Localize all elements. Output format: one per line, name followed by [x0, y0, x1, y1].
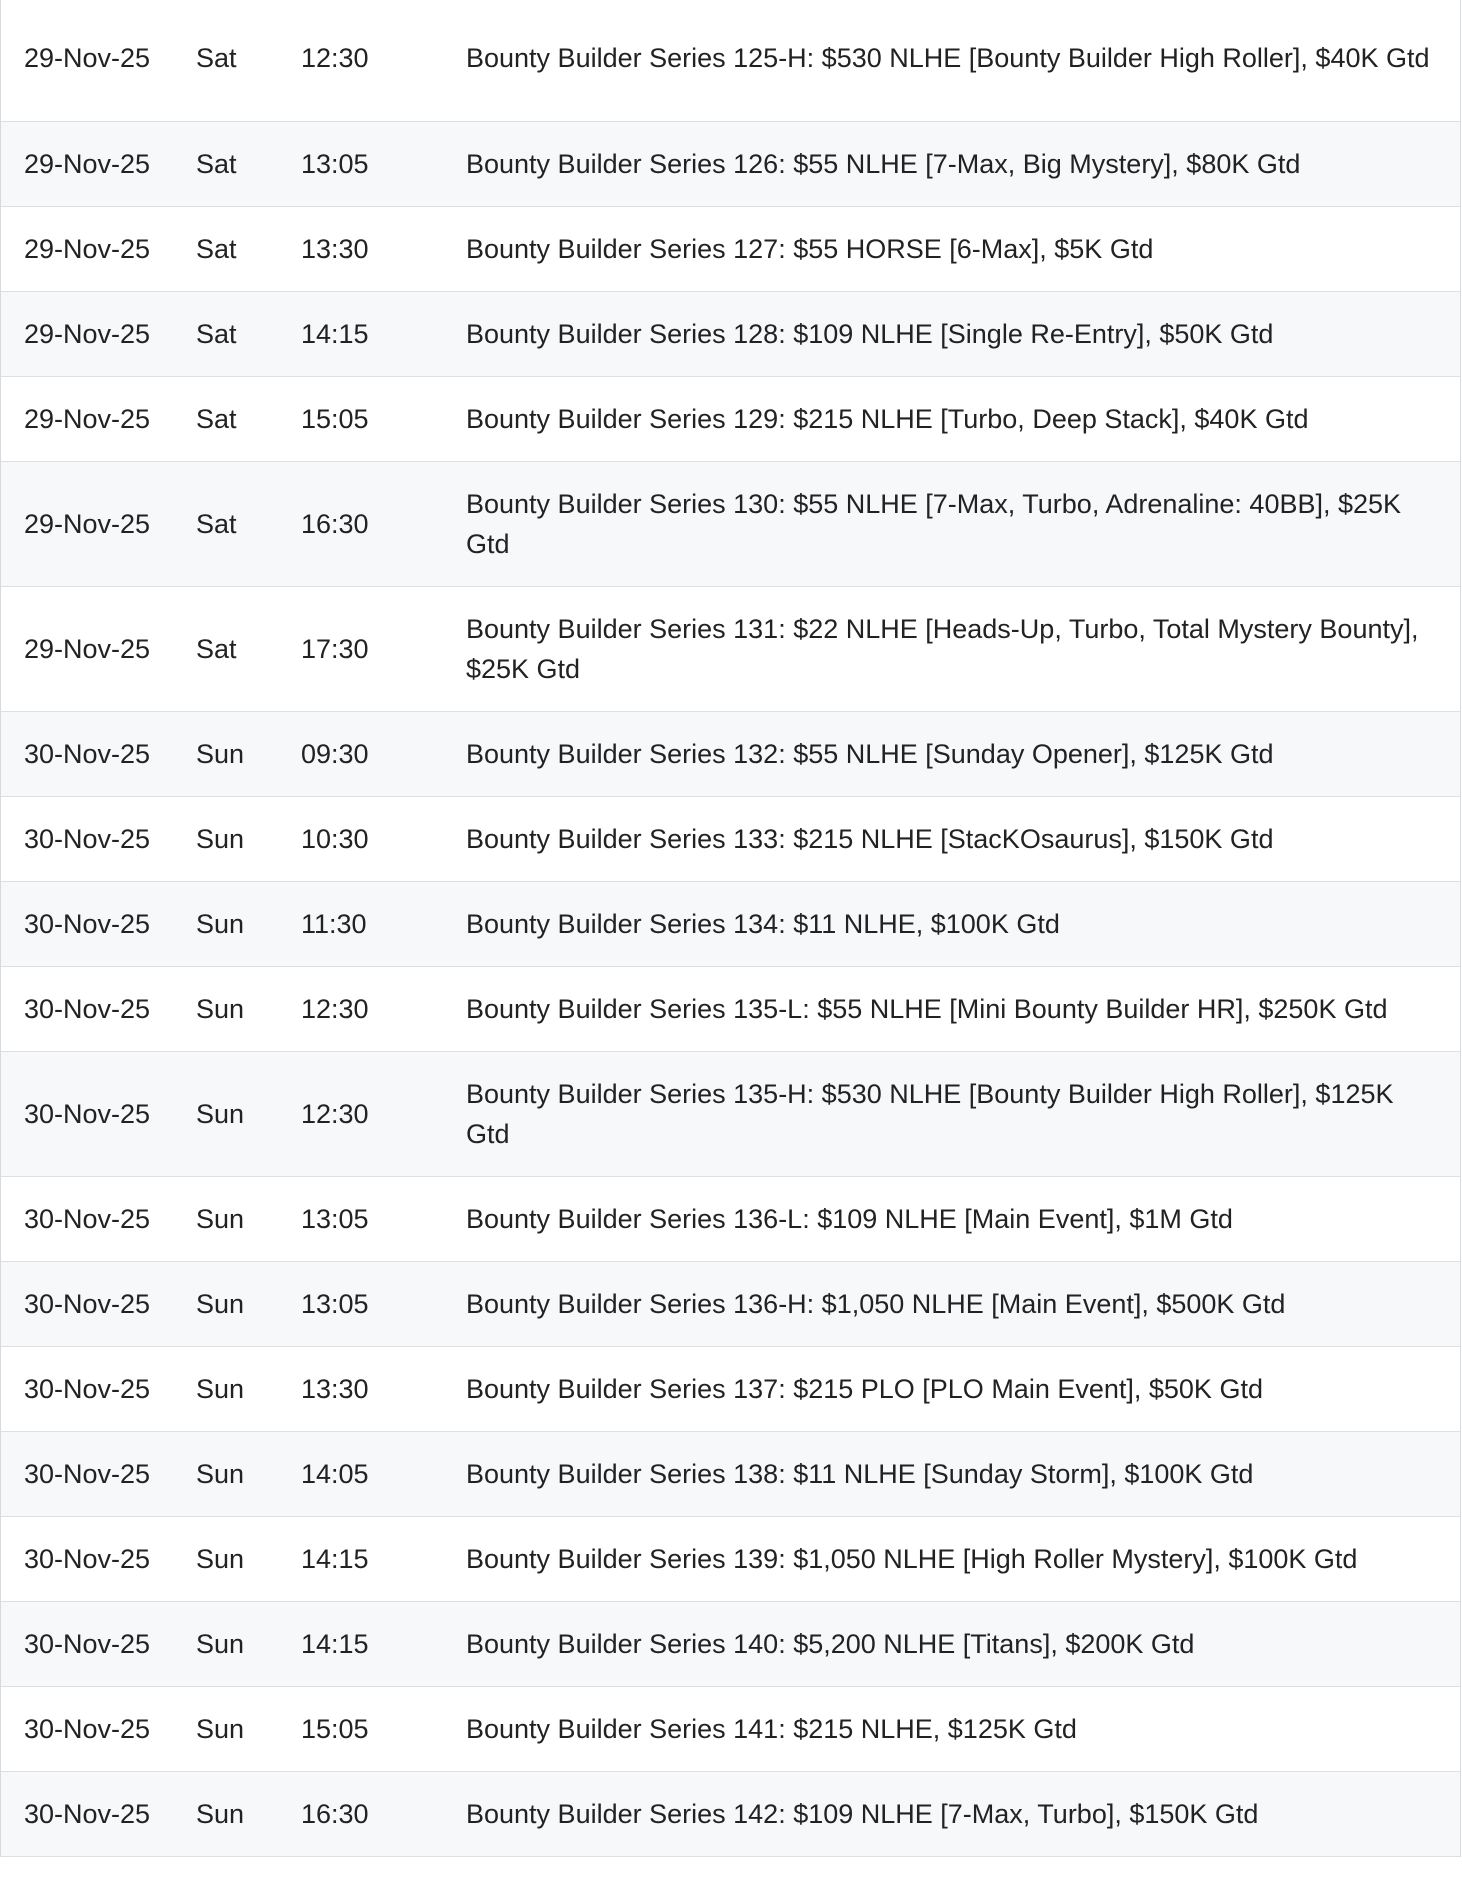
table-row: [1, 1601, 1460, 1686]
time-cell: 10:30: [301, 823, 369, 854]
date-cell: 30-Nov-25: [24, 1543, 151, 1574]
event-cell: Bounty Builder Series 125-H: $530 NLHE [Bounty Builder High Roller], $40K Gtd: [466, 43, 1430, 74]
date-cell: 30-Nov-25: [24, 1628, 151, 1659]
day-cell: Sat: [196, 508, 237, 539]
table-row: [1, 1051, 1460, 1176]
time-cell: 13:05: [301, 1288, 369, 1319]
table-row: [1, 586, 1460, 711]
table-row: [1, 1686, 1460, 1771]
event-cell: Bounty Builder Series 132: $55 NLHE [Sunday Opener], $125K Gtd: [466, 738, 1274, 769]
table-row: [1, 291, 1460, 376]
day-cell: Sat: [196, 43, 237, 74]
time-cell: 15:05: [301, 1713, 369, 1744]
time-cell: 14:15: [301, 1543, 369, 1574]
event-cell: Bounty Builder Series 128: $109 NLHE [Single Re-Entry], $50K Gtd: [466, 318, 1274, 349]
day-cell: Sun: [196, 1713, 245, 1744]
event-cell: Bounty Builder Series 131: $22 NLHE [Heads-Up, Turbo, Total Mystery Bounty], $25K Gtd: [466, 613, 1419, 684]
date-cell: 29-Nov-25: [24, 318, 151, 349]
time-cell: 15:05: [301, 403, 369, 434]
day-cell: Sun: [196, 823, 245, 854]
day-cell: Sun: [196, 1798, 245, 1829]
date-cell: 30-Nov-25: [24, 1713, 151, 1744]
date-cell: 29-Nov-25: [24, 508, 151, 539]
table-row: [1, 1431, 1460, 1516]
time-cell: 12:30: [301, 993, 369, 1024]
date-cell: 30-Nov-25: [24, 1203, 151, 1234]
day-cell: Sun: [196, 1203, 245, 1234]
date-cell: 29-Nov-25: [24, 43, 151, 74]
day-cell: Sun: [196, 1458, 245, 1489]
table-row: [1, 1771, 1460, 1856]
table-row: [1, 206, 1460, 291]
time-cell: 16:30: [301, 1798, 369, 1829]
time-cell: 13:05: [301, 148, 369, 179]
day-cell: Sat: [196, 318, 237, 349]
time-cell: 09:30: [301, 738, 369, 769]
day-cell: Sun: [196, 1543, 245, 1574]
date-cell: 30-Nov-25: [24, 1798, 151, 1829]
event-cell: Bounty Builder Series 130: $55 NLHE [7-Max, Turbo, Adrenaline: 40BB], $25K Gtd: [466, 488, 1402, 559]
table-row: [1, 881, 1460, 966]
event-cell: Bounty Builder Series 140: $5,200 NLHE [Titans], $200K Gtd: [466, 1628, 1195, 1659]
time-cell: 11:30: [301, 908, 367, 939]
event-cell: Bounty Builder Series 135-L: $55 NLHE [Mini Bounty Builder HR], $250K Gtd: [466, 993, 1388, 1024]
day-cell: Sat: [196, 633, 237, 664]
event-cell: Bounty Builder Series 142: $109 NLHE [7-Max, Turbo], $150K Gtd: [466, 1798, 1259, 1829]
table-row: [1, 376, 1460, 461]
time-cell: 13:05: [301, 1203, 369, 1234]
day-cell: Sun: [196, 1098, 245, 1129]
table-row: [1, 1516, 1460, 1601]
table-row: [1, 1261, 1460, 1346]
time-cell: 13:30: [301, 233, 369, 264]
event-cell: Bounty Builder Series 137: $215 PLO [PLO Main Event], $50K Gtd: [466, 1373, 1263, 1404]
time-cell: 16:30: [301, 508, 369, 539]
table-row: [1, 461, 1460, 586]
event-cell: Bounty Builder Series 135-H: $530 NLHE [Bounty Builder High Roller], $125K Gtd: [466, 1078, 1394, 1149]
date-cell: 29-Nov-25: [24, 148, 151, 179]
day-cell: Sun: [196, 908, 245, 939]
table-row: [1, 796, 1460, 881]
schedule-table: [1, 0, 1460, 1857]
time-cell: 14:05: [301, 1458, 369, 1489]
event-cell: Bounty Builder Series 136-L: $109 NLHE [Main Event], $1M Gtd: [466, 1203, 1233, 1234]
date-cell: 30-Nov-25: [24, 823, 151, 854]
time-cell: 12:30: [301, 1098, 369, 1129]
day-cell: Sat: [196, 233, 237, 264]
date-cell: 30-Nov-25: [24, 1288, 151, 1319]
table-row: [1, 711, 1460, 796]
event-cell: Bounty Builder Series 134: $11 NLHE, $100K Gtd: [466, 908, 1060, 939]
event-cell: Bounty Builder Series 133: $215 NLHE [StacKOsaurus], $150K Gtd: [466, 823, 1274, 854]
date-cell: 30-Nov-25: [24, 1373, 151, 1404]
time-cell: 12:30: [301, 43, 369, 74]
time-cell: 14:15: [301, 318, 369, 349]
day-cell: Sat: [196, 148, 237, 179]
day-cell: Sun: [196, 738, 245, 769]
event-cell: Bounty Builder Series 127: $55 HORSE [6-Max], $5K Gtd: [466, 233, 1154, 264]
table-row: [1, 121, 1460, 206]
date-cell: 30-Nov-25: [24, 1098, 151, 1129]
time-cell: 14:15: [301, 1628, 369, 1659]
day-cell: Sun: [196, 1373, 245, 1404]
date-cell: 30-Nov-25: [24, 738, 151, 769]
table-row: [1, 1346, 1460, 1431]
date-cell: 29-Nov-25: [24, 233, 151, 264]
day-cell: Sun: [196, 993, 245, 1024]
event-cell: Bounty Builder Series 139: $1,050 NLHE [High Roller Mystery], $100K Gtd: [466, 1543, 1358, 1574]
table-row: [1, 0, 1460, 121]
date-cell: 29-Nov-25: [24, 403, 151, 434]
table-row: [1, 966, 1460, 1051]
date-cell: 30-Nov-25: [24, 1458, 151, 1489]
day-cell: Sat: [196, 403, 237, 434]
date-cell: 29-Nov-25: [24, 633, 151, 664]
event-cell: Bounty Builder Series 138: $11 NLHE [Sunday Storm], $100K Gtd: [466, 1458, 1254, 1489]
time-cell: 13:30: [301, 1373, 369, 1404]
date-cell: 30-Nov-25: [24, 993, 151, 1024]
event-cell: Bounty Builder Series 129: $215 NLHE [Turbo, Deep Stack], $40K Gtd: [466, 403, 1309, 434]
date-cell: 30-Nov-25: [24, 908, 151, 939]
day-cell: Sun: [196, 1288, 245, 1319]
event-cell: Bounty Builder Series 141: $215 NLHE, $125K Gtd: [466, 1713, 1077, 1744]
time-cell: 17:30: [301, 633, 369, 664]
day-cell: Sun: [196, 1628, 245, 1659]
table-row: [1, 1176, 1460, 1261]
event-cell: Bounty Builder Series 136-H: $1,050 NLHE [Main Event], $500K Gtd: [466, 1288, 1286, 1319]
event-cell: Bounty Builder Series 126: $55 NLHE [7-Max, Big Mystery], $80K Gtd: [466, 148, 1301, 179]
